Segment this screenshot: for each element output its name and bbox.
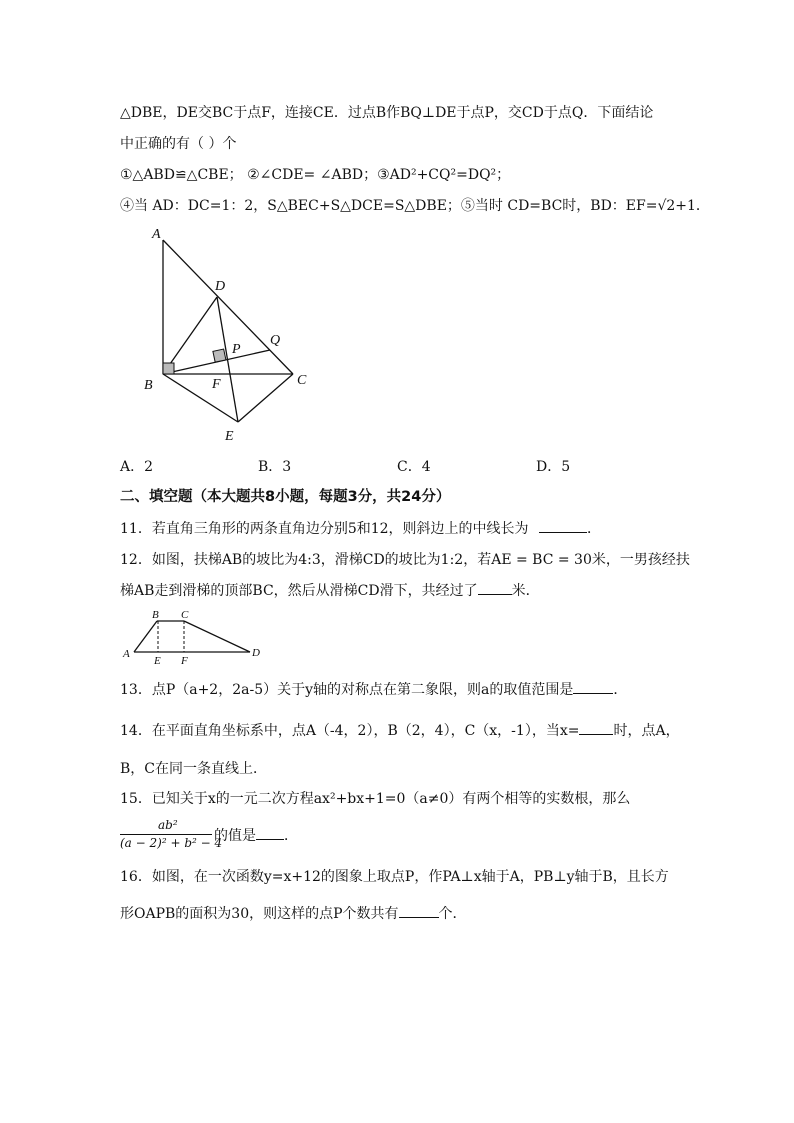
label-A: A: [152, 227, 161, 242]
label-F: F: [212, 377, 221, 392]
q15-end: ．: [284, 828, 298, 844]
q16-answer-blank: [399, 905, 439, 918]
q11-stem: 11．若直角三角形的两条直角边分别5和12，则斜边上的中线长为: [120, 521, 529, 537]
q10-option-a: A．2: [120, 459, 154, 475]
slide-label-F: F: [181, 655, 188, 666]
right-angle-mark-p: [213, 349, 226, 362]
q10-statements-1-3: ①△ABD≌△CBE； ②∠CDE= ∠ABD；③AD²+CQ²=DQ²；: [120, 167, 511, 183]
q14-stem: 14．在平面直角坐标系中，点A（-4，2），B（2，4），C（x，-1），当x=: [120, 723, 580, 739]
slide-label-B: B: [152, 609, 159, 621]
q16-end: 个．: [438, 906, 467, 922]
q15-numerator: ab²: [158, 818, 178, 832]
q13-answer-blank: [573, 681, 613, 694]
label-C: C: [297, 373, 307, 388]
slide-label-C: C: [181, 609, 189, 621]
q16-line1: 16．如图，在一次函数y=x+12的图象上取点P，作PA⊥x轴于A，PB⊥y轴于B，且长方: [120, 869, 669, 885]
q12-stem: 梯AB走到滑梯的顶部BC，然后从滑梯CD滑下，共经过了: [120, 583, 478, 599]
q10-statements-4-5: ④当 AD：DC=1：2，S△BEC+S△DCE=S△DBE；⑤当时 CD=BC时，BD：EF=√2+1．: [120, 198, 710, 214]
q10-option-d: D．5: [536, 459, 571, 475]
q14-answer-blank: [579, 722, 613, 735]
q15-fraction-bar: [120, 834, 212, 835]
q13-stem: 13．点P（a+2，2a-5）关于y轴的对称点在第二象限，则a的取值范围是: [120, 682, 574, 698]
q15-denominator: (a − 2)² + b² − 4: [120, 836, 223, 850]
q12-line1: 12．如图，扶梯AB的坡比为4:3，滑梯CD的坡比为1:2，若AE = BC = 30米，一男孩经扶: [120, 552, 690, 568]
label-Q: Q: [270, 333, 281, 348]
q11-end: ．: [587, 521, 601, 537]
q10-line2: 中正确的有（ ）个: [120, 136, 237, 152]
q12-slide-figure: [118, 606, 268, 666]
slide-label-A: A: [123, 648, 130, 660]
slide-label-D: D: [252, 647, 260, 659]
q12-unit: 米．: [511, 583, 540, 599]
q15-line1: 15．已知关于x的一元二次方程ax²+bx+1=0（a≠0）有两个相等的实数根，那么: [120, 791, 631, 807]
q11-answer-blank: [539, 520, 587, 533]
q14-stem-tail: 时，点A，: [613, 723, 680, 739]
label-B: B: [144, 378, 153, 393]
q10-option-c: C．4: [397, 459, 431, 475]
q10-line1: △DBE，DE交BC于点F，连接CE．过点B作BQ⊥DE于点P，交CD于点Q．下面结论: [120, 105, 654, 121]
slide-label-E: E: [154, 655, 161, 666]
q14-line2: B，C在同一条直线上．: [120, 761, 267, 777]
q15-tail: [214, 825, 298, 845]
q15-answer-blank: [256, 827, 284, 840]
q11-text: [120, 520, 601, 538]
q10-option-b: B．3: [258, 459, 292, 475]
q12-answer-blank: [478, 582, 512, 595]
label-E: E: [225, 429, 234, 444]
right-angle-mark-b: [163, 363, 174, 374]
q15-tail-text: 的值是: [214, 828, 256, 844]
q14-line1: [120, 722, 680, 740]
label-D: D: [215, 279, 226, 294]
label-P: P: [232, 342, 241, 357]
section-heading-fill-in: 二、填空题（本大题共8小题，每题3分，共24分）: [120, 489, 451, 505]
q16-stem: 形OAPB的面积为30，则这样的点P个数共有: [120, 906, 399, 922]
q12-line2: [120, 582, 540, 600]
q13-end: ．: [613, 682, 628, 698]
q10-geometry-figure: [130, 222, 330, 447]
q13-text: [120, 681, 627, 699]
q16-line2: [120, 905, 467, 923]
